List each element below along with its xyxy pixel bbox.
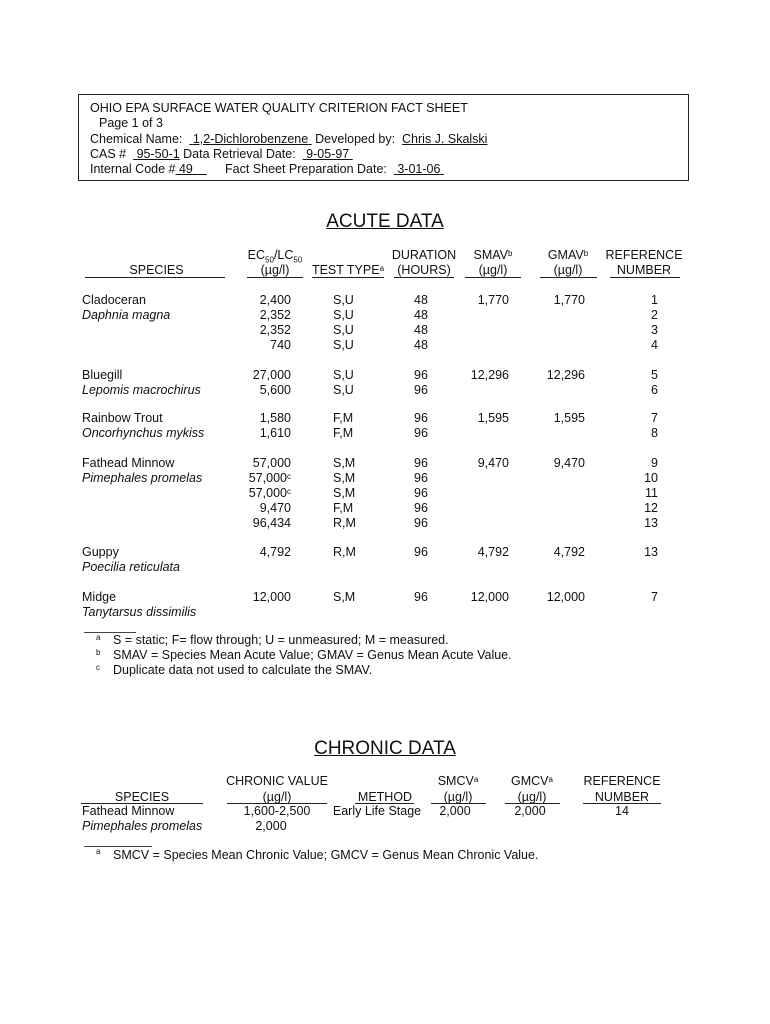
retrieval-date: 9-05-97 bbox=[306, 147, 350, 161]
chronic-value-header: CHRONIC VALUE bbox=[226, 774, 328, 788]
acute-footnote-mark: c bbox=[96, 663, 100, 672]
chronic-species-scientific: Pimephales promelas bbox=[82, 819, 203, 833]
prep-date-label: Fact Sheet Preparation Date: bbox=[225, 162, 387, 176]
ec50-value: 96,434 bbox=[252, 516, 291, 530]
test-type-value: F,M bbox=[333, 411, 354, 425]
reference-number: 2 bbox=[651, 308, 658, 322]
cas-label: CAS # bbox=[90, 147, 127, 161]
internal-code-line bbox=[90, 162, 207, 177]
chronic-footnote-text: SMCV = Species Mean Chronic Value; GMCV = Genus Mean Chronic Value. bbox=[113, 848, 539, 862]
acute-footnote-text: S = static; F= flow through; U = unmeasured; M = measured. bbox=[113, 633, 449, 647]
gmav-value: 9,470 bbox=[553, 456, 585, 470]
duration-value: 96 bbox=[414, 456, 428, 470]
chemical-line bbox=[90, 132, 487, 147]
cas-line bbox=[90, 147, 353, 162]
acute-data-title: ACUTE DATA bbox=[326, 211, 444, 232]
reference-number: 3 bbox=[651, 323, 658, 337]
test-type-value: S,M bbox=[333, 590, 356, 604]
ec50-value: 9,470 bbox=[259, 501, 291, 515]
acute-footnote-text: Duplicate data not used to calculate the SMAV. bbox=[113, 663, 373, 677]
test-type-value: S,M bbox=[333, 471, 356, 485]
ec50-value: 57,000$^c$ bbox=[248, 471, 291, 485]
chronic-footnote-rule bbox=[84, 846, 152, 847]
duration-value: 48 bbox=[414, 293, 428, 307]
ec50-value: 27,000 bbox=[252, 368, 291, 382]
chronic-reference-header: REFERENCE bbox=[583, 774, 661, 788]
test-type-value: S,M bbox=[333, 456, 356, 470]
smav-value: 12,296 bbox=[470, 368, 509, 382]
species-common-name: Cladoceran bbox=[82, 293, 146, 307]
reference-number: 11 bbox=[645, 486, 658, 500]
species-common-name: Midge bbox=[82, 590, 117, 604]
reference-number: 10 bbox=[644, 471, 658, 485]
species-scientific-name: Poecilia reticulata bbox=[82, 560, 180, 574]
retrieval-label: Data Retrieval Date: bbox=[183, 147, 296, 161]
species-scientific-name: Tanytarsus dissimilis bbox=[82, 605, 197, 619]
chronic-species-header: SPECIES bbox=[114, 790, 170, 804]
chronic-species-common: Fathead Minnow bbox=[82, 804, 175, 818]
duration-value: 48 bbox=[414, 323, 428, 337]
species-scientific-name: Oncorhynchus mykiss bbox=[82, 426, 205, 440]
duration-value: 48 bbox=[414, 308, 428, 322]
duration-value: 96 bbox=[414, 368, 428, 382]
test-type-value: R,M bbox=[333, 516, 356, 530]
gmav-value: 12,000 bbox=[546, 590, 585, 604]
duration-value: 96 bbox=[414, 471, 428, 485]
ec50-value: 12,000 bbox=[252, 590, 291, 604]
species-header: SPECIES bbox=[129, 263, 184, 277]
chronic-gmcv: 2,000 bbox=[514, 804, 546, 818]
duration-value: 96 bbox=[414, 426, 428, 440]
cas-number: 95-50-1 bbox=[136, 147, 180, 161]
gmav-value: 12,296 bbox=[546, 368, 585, 382]
ec50-value: 1,580 bbox=[259, 411, 291, 425]
ec50-value: 2,352 bbox=[259, 308, 291, 322]
gmcv-unit: (µg/l) bbox=[517, 790, 547, 804]
acute-footnote-mark: b bbox=[96, 648, 101, 657]
chronic-smcv: 2,000 bbox=[439, 804, 471, 818]
test-type-value: S,M bbox=[333, 486, 356, 500]
chronic-value-range: 1,600-2,500 bbox=[243, 804, 311, 818]
chronic-footnote-mark: a bbox=[96, 847, 101, 856]
reference-number: 7 bbox=[651, 411, 658, 425]
ec50-value: 4,792 bbox=[259, 545, 291, 559]
gmav-header: GMAV$^b$ bbox=[547, 248, 589, 262]
acute-footnote-text: SMAV = Species Mean Acute Value; GMAV = Genus Mean Acute Value. bbox=[113, 648, 512, 662]
ec50-value: 57,000$^c$ bbox=[248, 486, 291, 500]
gmav-unit: (µg/l) bbox=[553, 263, 583, 277]
method-header: METHOD bbox=[357, 790, 413, 804]
smav-value: 1,770 bbox=[477, 293, 509, 307]
internal-code-label: Internal Code # bbox=[90, 162, 176, 176]
species-common-name: Guppy bbox=[82, 545, 119, 559]
test-type-value: S,U bbox=[333, 368, 354, 382]
reference-number: 12 bbox=[644, 501, 658, 515]
reference-number: 8 bbox=[651, 426, 658, 440]
reference-number-header: NUMBER bbox=[616, 263, 672, 277]
species-scientific-name: Lepomis macrochirus bbox=[82, 383, 201, 397]
internal-code: 49 bbox=[178, 162, 193, 176]
reference-underline bbox=[610, 277, 680, 278]
smav-unit: (µg/l) bbox=[478, 263, 508, 277]
species-scientific-name: Pimephales promelas bbox=[82, 471, 203, 485]
test-type-value: R,M bbox=[333, 545, 356, 559]
ec50-value: 5,600 bbox=[259, 383, 291, 397]
ec50-unit: (µg/l) bbox=[260, 263, 290, 277]
species-underline bbox=[85, 277, 225, 278]
gmav-value: 4,792 bbox=[553, 545, 585, 559]
reference-number: 13 bbox=[644, 516, 658, 530]
prep-date: 3-01-06 bbox=[397, 162, 441, 176]
duration-header: DURATION bbox=[391, 248, 457, 262]
gmav-value: 1,595 bbox=[553, 411, 585, 425]
ec50-value: 740 bbox=[270, 338, 291, 352]
smcv-header: SMCV$^a$ bbox=[437, 774, 479, 788]
species-common-name: Fathead Minnow bbox=[82, 456, 175, 470]
fact-sheet-title: OHIO EPA SURFACE WATER QUALITY CRITERION FACT SHEET bbox=[90, 101, 468, 115]
test-type-value: S,U bbox=[333, 383, 354, 397]
developed-label: Developed by: bbox=[315, 132, 396, 146]
gmcv-header: GMCV$^a$ bbox=[511, 774, 553, 788]
ec50-lc50-header: $EC_{50}/LC_{50}$ bbox=[247, 248, 303, 265]
species-common-name: Bluegill bbox=[82, 368, 123, 382]
ec50-value: 57,000 bbox=[252, 456, 291, 470]
reference-number: 1 bbox=[651, 293, 658, 307]
reference-number: 6 bbox=[651, 383, 658, 397]
smav-value: 1,595 bbox=[477, 411, 509, 425]
test-type-value: S,U bbox=[333, 308, 354, 322]
duration-value: 96 bbox=[414, 590, 428, 604]
reference-number: 13 bbox=[644, 545, 658, 559]
reference-number: 5 bbox=[651, 368, 658, 382]
test-type-value: S,U bbox=[333, 323, 354, 337]
chemical-label: Chemical Name: bbox=[90, 132, 183, 146]
smav-header: SMAV$^b$ bbox=[473, 248, 513, 262]
duration-value: 96 bbox=[414, 516, 428, 530]
test-type-value: S,U bbox=[333, 293, 354, 307]
species-scientific-name: Daphnia magna bbox=[82, 308, 171, 322]
chronic-reference: 14 bbox=[615, 804, 629, 818]
smav-value: 12,000 bbox=[470, 590, 509, 604]
chronic-value-unit: (µg/l) bbox=[262, 790, 292, 804]
duration-value: 96 bbox=[414, 545, 428, 559]
test-type-value: F,M bbox=[333, 501, 354, 515]
duration-value: 96 bbox=[414, 486, 428, 500]
chronic-method: Early Life Stage bbox=[332, 804, 422, 818]
duration-value: 96 bbox=[414, 411, 428, 425]
ec50-value: 2,400 bbox=[259, 293, 291, 307]
smcv-unit: (µg/l) bbox=[443, 790, 473, 804]
test-type-value: F,M bbox=[333, 426, 354, 440]
chemical-name: 1,2-Dichlorobenzene bbox=[192, 132, 309, 146]
duration-value: 96 bbox=[414, 501, 428, 515]
duration-underline bbox=[394, 277, 454, 278]
reference-number: 4 bbox=[651, 338, 658, 352]
smav-value: 4,792 bbox=[477, 545, 509, 559]
duration-value: 96 bbox=[414, 383, 428, 397]
test-type-header: TEST TYPE$^a$ bbox=[311, 263, 385, 277]
test-type-underline bbox=[312, 277, 384, 278]
gmav-value: 1,770 bbox=[553, 293, 585, 307]
smav-value: 9,470 bbox=[477, 456, 509, 470]
prep-date-line bbox=[225, 162, 444, 177]
chronic-value-mean: 2,000 bbox=[255, 819, 287, 833]
ec50-value: 1,610 bbox=[259, 426, 291, 440]
chronic-reference-number-header: NUMBER bbox=[594, 790, 650, 804]
duration-value: 48 bbox=[414, 338, 428, 352]
smav-underline bbox=[465, 277, 521, 278]
ec50-underline bbox=[247, 277, 303, 278]
reference-header: REFERENCE bbox=[605, 248, 683, 262]
gmav-underline bbox=[540, 277, 597, 278]
duration-unit: (HOURS) bbox=[397, 263, 451, 277]
chronic-data-title: CHRONIC DATA bbox=[314, 738, 456, 759]
reference-number: 9 bbox=[651, 456, 658, 470]
species-common-name: Rainbow Trout bbox=[82, 411, 163, 425]
test-type-value: S,U bbox=[333, 338, 354, 352]
acute-footnote-mark: a bbox=[96, 633, 101, 642]
reference-number: 7 bbox=[651, 590, 658, 604]
page-number: Page 1 of 3 bbox=[99, 116, 163, 130]
ec50-value: 2,352 bbox=[259, 323, 291, 337]
developer-name: Chris J. Skalski bbox=[402, 132, 488, 146]
